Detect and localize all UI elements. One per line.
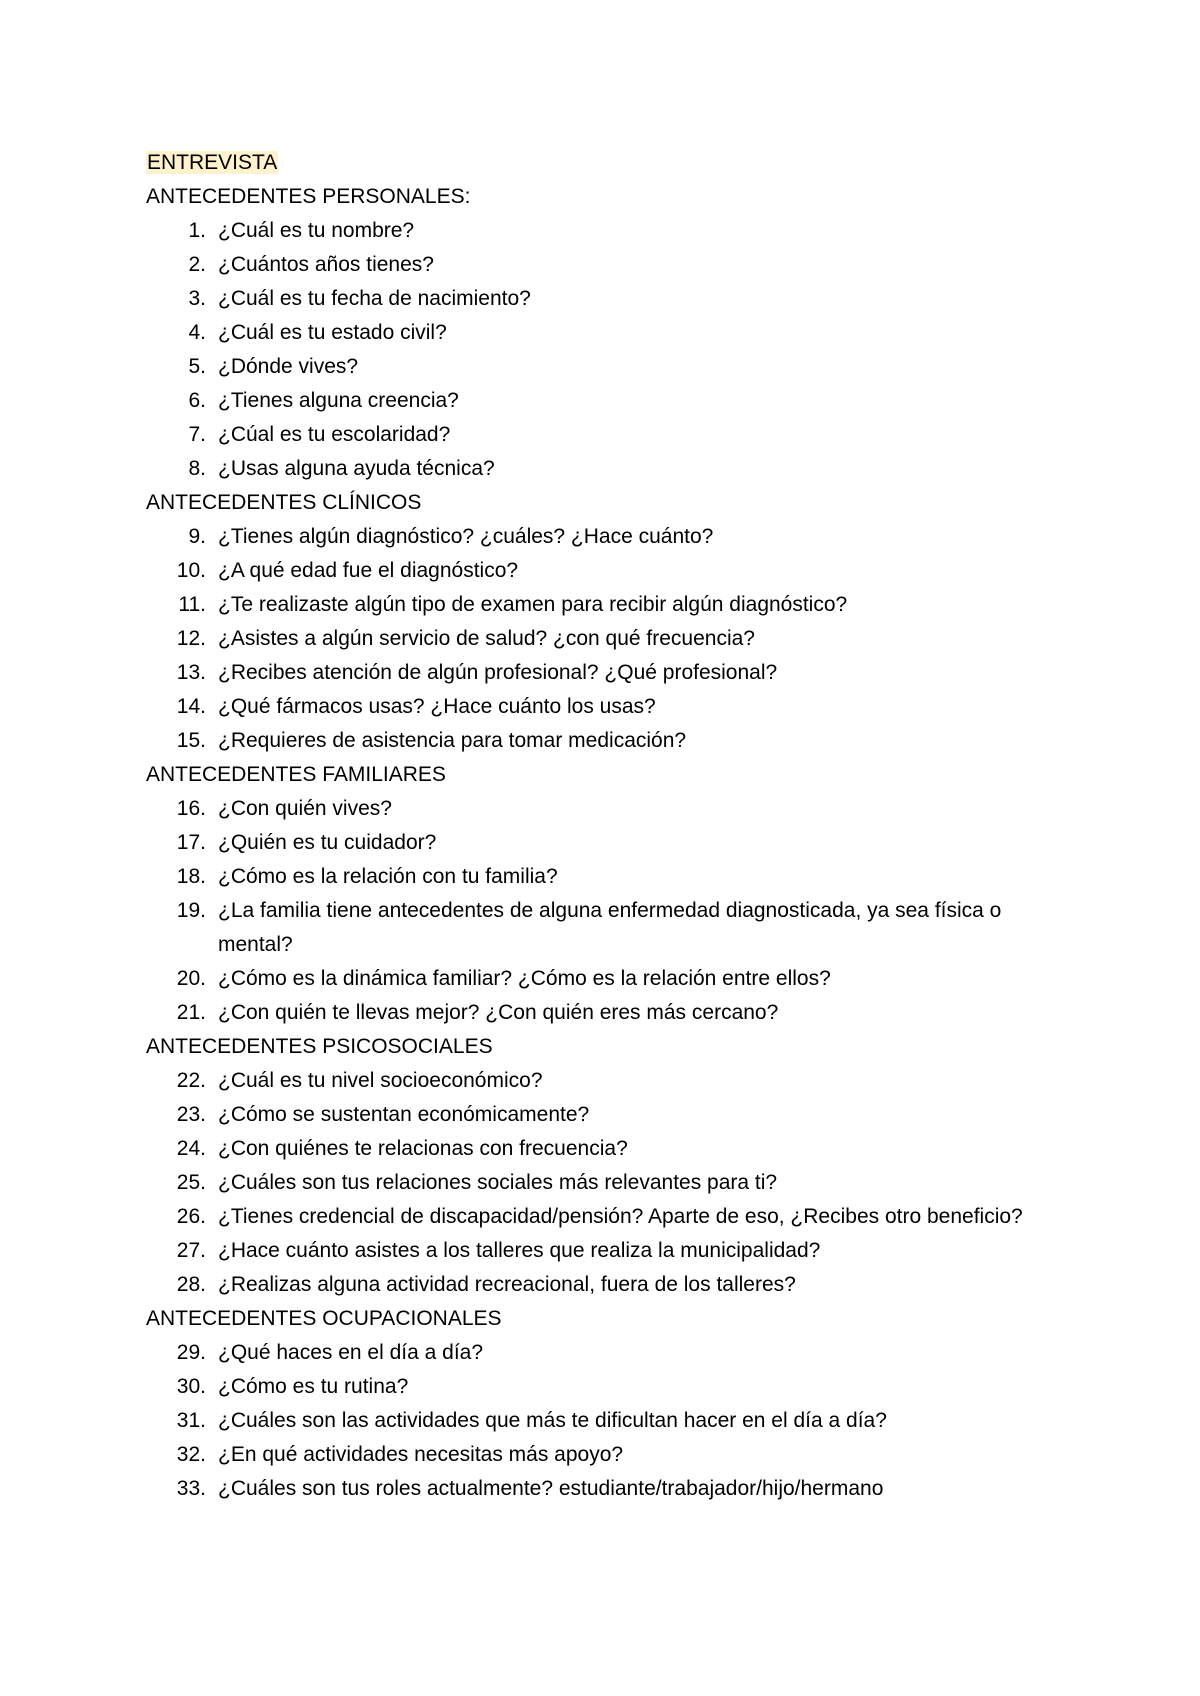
- question-number: 5.: [188, 355, 206, 378]
- section-antecedentes-ocupacionales: [146, 1302, 1066, 1506]
- question-text: ¿Quién es tu cuidador?: [218, 831, 437, 854]
- question-text: ¿Tienes algún diagnóstico? ¿cuáles? ¿Hace cuánto?: [218, 525, 714, 548]
- question-item: [146, 452, 1066, 486]
- question-list: [146, 1064, 1066, 1302]
- question-number: 32.: [176, 1443, 206, 1466]
- question-text: ¿Cómo se sustentan económicamente?: [218, 1103, 590, 1126]
- question-item: [146, 1166, 1066, 1200]
- question-item: [146, 1200, 1066, 1234]
- question-list: [146, 792, 1066, 1030]
- section-antecedentes-personales: [146, 180, 1066, 486]
- question-number: 28.: [176, 1273, 206, 1296]
- question-text: ¿Cómo es la relación con tu familia?: [218, 865, 558, 888]
- question-number: 18.: [176, 865, 206, 888]
- question-number: 16.: [176, 797, 206, 820]
- question-number: 30.: [176, 1375, 206, 1398]
- question-item: [146, 384, 1066, 418]
- question-text: ¿Recibes atención de algún profesional? ¿Qué profesional?: [218, 661, 778, 684]
- section-heading: ANTECEDENTES CLÍNICOS: [146, 491, 422, 514]
- question-item: [146, 214, 1066, 248]
- question-item: [146, 316, 1066, 350]
- question-number: 15.: [176, 729, 206, 752]
- question-item: [146, 1370, 1066, 1404]
- question-item: [146, 690, 1066, 724]
- question-item: [146, 860, 1066, 894]
- question-number: 1.: [188, 219, 206, 242]
- question-text: ¿Dónde vives?: [218, 355, 359, 378]
- question-text: ¿En qué actividades necesitas más apoyo?: [218, 1443, 624, 1466]
- question-item: [146, 520, 1066, 554]
- question-text: ¿Asistes a algún servicio de salud? ¿con qué frecuencia?: [218, 627, 755, 650]
- question-item: [146, 282, 1066, 316]
- question-item: [146, 792, 1066, 826]
- question-number: 20.: [176, 967, 206, 990]
- question-number: 8.: [188, 457, 206, 480]
- question-list: [146, 214, 1066, 486]
- question-number: 14.: [176, 695, 206, 718]
- question-text: ¿Te realizaste algún tipo de examen para recibir algún diagnóstico?: [218, 593, 848, 616]
- question-text: ¿Cuál es tu fecha de nacimiento?: [218, 287, 531, 310]
- question-number: 17.: [176, 831, 206, 854]
- question-item: [146, 350, 1066, 384]
- question-item: [146, 1404, 1066, 1438]
- question-text: ¿A qué edad fue el diagnóstico?: [218, 559, 519, 582]
- question-item: [146, 962, 1066, 996]
- question-number: 25.: [176, 1171, 206, 1194]
- section-antecedentes-clinicos: [146, 486, 1066, 758]
- question-number: 7.: [188, 423, 206, 446]
- question-item: [146, 1234, 1066, 1268]
- question-number: 12.: [176, 627, 206, 650]
- section-heading: ANTECEDENTES PSICOSOCIALES: [146, 1035, 493, 1058]
- question-text: ¿Hace cuánto asistes a los talleres que realiza la municipalidad?: [218, 1239, 821, 1262]
- question-number: 31.: [176, 1409, 206, 1432]
- question-text: ¿Qué fármacos usas? ¿Hace cuánto los usas?: [218, 695, 656, 718]
- question-item: [146, 1438, 1066, 1472]
- question-text: ¿Con quiénes te relacionas con frecuencia?: [218, 1137, 628, 1160]
- question-item: [146, 1472, 1066, 1506]
- section-antecedentes-psicosociales: [146, 1030, 1066, 1302]
- question-item: [146, 1336, 1066, 1370]
- question-text: ¿Cuáles son tus relaciones sociales más relevantes para ti?: [218, 1171, 778, 1194]
- question-text: ¿Tienes alguna creencia?: [218, 389, 459, 412]
- question-text: ¿Cómo es la dinámica familiar? ¿Cómo es la relación entre ellos?: [218, 967, 831, 990]
- question-number: 27.: [176, 1239, 206, 1262]
- document-title-line: [146, 146, 1066, 180]
- question-number: 22.: [176, 1069, 206, 1092]
- section-antecedentes-familiares: [146, 758, 1066, 1030]
- question-list: [146, 1336, 1066, 1506]
- question-text: ¿Cuáles son las actividades que más te dificultan hacer en el día a día?: [218, 1409, 887, 1432]
- question-item: [146, 656, 1066, 690]
- section-heading: ANTECEDENTES FAMILIARES: [146, 763, 446, 786]
- question-text: ¿Cuál es tu nivel socioeconómico?: [218, 1069, 543, 1092]
- question-item: [146, 248, 1066, 282]
- question-text: ¿Cúal es tu escolaridad?: [218, 423, 451, 446]
- question-number: 2.: [188, 253, 206, 276]
- question-item: [146, 1098, 1066, 1132]
- question-number: 4.: [188, 321, 206, 344]
- question-text: ¿Con quién vives?: [218, 797, 392, 820]
- question-number: 33.: [176, 1477, 206, 1500]
- document-body: [146, 146, 1066, 1506]
- document-title: ENTREVISTA: [147, 151, 278, 174]
- question-number: 13.: [176, 661, 206, 684]
- question-item: [146, 1064, 1066, 1098]
- question-text: ¿Qué haces en el día a día?: [218, 1341, 484, 1364]
- question-number: 6.: [188, 389, 206, 412]
- question-text: ¿Cómo es tu rutina?: [218, 1375, 409, 1398]
- question-number: 9.: [188, 525, 206, 548]
- question-number: 26.: [176, 1205, 206, 1228]
- question-text: ¿La familia tiene antecedentes de alguna enfermedad diagnosticada, ya sea física o mental?: [218, 899, 1002, 956]
- question-item: [146, 724, 1066, 758]
- question-item: [146, 588, 1066, 622]
- question-list: [146, 520, 1066, 758]
- question-number: 11.: [178, 593, 206, 616]
- question-text: ¿Requieres de asistencia para tomar medicación?: [218, 729, 687, 752]
- question-text: ¿Usas alguna ayuda técnica?: [218, 457, 495, 480]
- question-item: [146, 1268, 1066, 1302]
- question-text: ¿Cuántos años tienes?: [218, 253, 434, 276]
- question-item: [146, 894, 1066, 962]
- question-number: 10.: [176, 559, 206, 582]
- question-text: ¿Con quién te llevas mejor? ¿Con quién eres más cercano?: [218, 1001, 779, 1024]
- question-number: 3.: [188, 287, 206, 310]
- question-number: 29.: [176, 1341, 206, 1364]
- question-number: 21.: [176, 1001, 206, 1024]
- question-item: [146, 554, 1066, 588]
- question-text: ¿Cuál es tu estado civil?: [218, 321, 447, 344]
- question-item: [146, 826, 1066, 860]
- section-heading: ANTECEDENTES PERSONALES:: [146, 185, 471, 208]
- question-item: [146, 1132, 1066, 1166]
- question-number: 23.: [176, 1103, 206, 1126]
- question-text: ¿Tienes credencial de discapacidad/pensión? Aparte de eso, ¿Recibes otro beneficio?: [218, 1205, 1023, 1228]
- section-heading: ANTECEDENTES OCUPACIONALES: [146, 1307, 502, 1330]
- question-item: [146, 996, 1066, 1030]
- question-item: [146, 622, 1066, 656]
- question-text: ¿Realizas alguna actividad recreacional, fuera de los talleres?: [218, 1273, 796, 1296]
- question-number: 24.: [176, 1137, 206, 1160]
- question-item: [146, 418, 1066, 452]
- question-text: ¿Cuáles son tus roles actualmente? estudiante/trabajador/hijo/hermano: [218, 1477, 884, 1500]
- question-number: 19.: [176, 899, 206, 922]
- question-text: ¿Cuál es tu nombre?: [218, 219, 415, 242]
